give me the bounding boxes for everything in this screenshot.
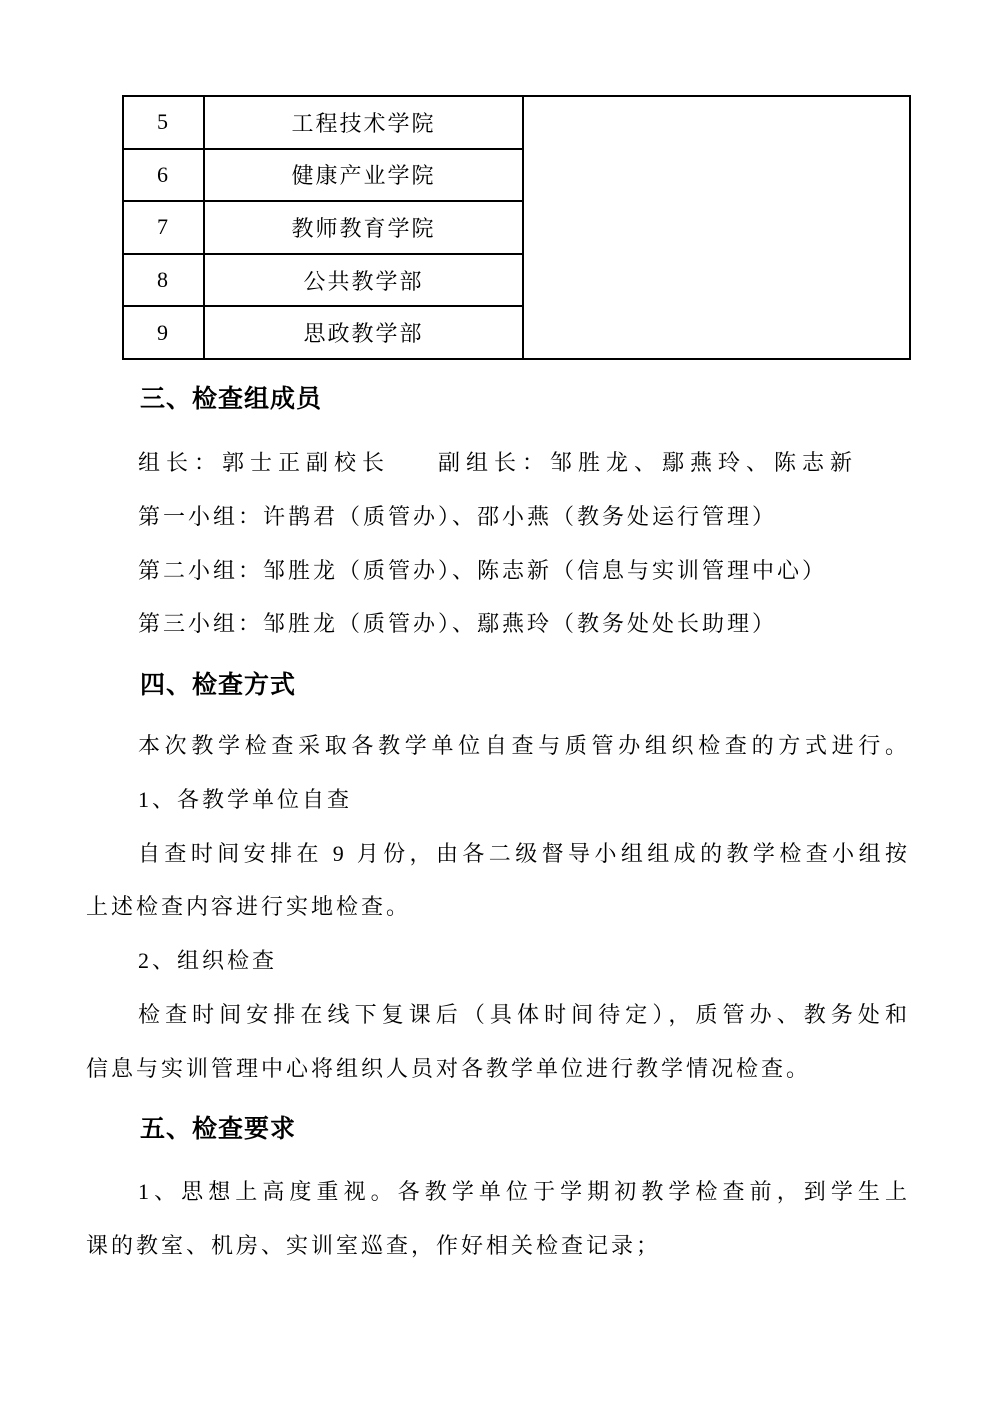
deputy-leader-label: 副组长：邹胜龙、鄢燕玲、陈志新 bbox=[438, 450, 859, 475]
team-leader-line bbox=[86, 436, 910, 490]
inspection-team-members bbox=[86, 436, 910, 651]
section-heading-inspection-requirements: 五、检查要求 bbox=[140, 1115, 297, 1143]
paragraph-line: 信息与实训管理中心将组织人员对各教学单位进行教学情况检查。 bbox=[86, 1055, 812, 1081]
paragraph-line: 课的教室、机房、实训室巡查，作好相关检查记录； bbox=[86, 1232, 662, 1258]
paragraph-line: 本次教学检查采取各教学单位自查与质管办组织检查的方式进行。 bbox=[138, 733, 910, 758]
inspection-requirements-text bbox=[86, 1165, 910, 1273]
team-leader-label: 组长：郭士正副校长 bbox=[138, 450, 391, 475]
group-3-line: 第三小组：邹胜龙（质管办）、鄢燕玲（教务处处长助理） bbox=[138, 611, 778, 637]
row-number-cell: 8 bbox=[123, 254, 204, 307]
merged-empty-cell bbox=[523, 96, 910, 359]
row-number-cell: 9 bbox=[123, 306, 204, 359]
row-number-cell: 7 bbox=[123, 201, 204, 254]
department-name-cell: 工程技术学院 bbox=[204, 96, 523, 149]
inspection-method-text bbox=[86, 719, 910, 1096]
section-heading-inspection-team: 三、检查组成员 bbox=[140, 385, 323, 413]
group-1-line: 第一小组：许鹊君（质管办）、邵小燕（教务处运行管理） bbox=[138, 503, 778, 529]
department-name-cell: 健康产业学院 bbox=[204, 149, 523, 202]
paragraph-line: 1、思想上高度重视。各教学单位于学期初教学检查前，到学生上 bbox=[138, 1179, 910, 1204]
department-name-cell: 公共教学部 bbox=[204, 254, 523, 307]
section-heading-inspection-method: 四、检查方式 bbox=[140, 671, 297, 699]
group-2-line: 第二小组：邹胜龙（质管办）、陈志新（信息与实训管理中心） bbox=[138, 557, 828, 583]
paragraph-line: 上述检查内容进行实地检查。 bbox=[86, 894, 412, 920]
department-table bbox=[122, 95, 911, 360]
row-number-cell: 5 bbox=[123, 96, 204, 149]
department-name-cell: 思政教学部 bbox=[204, 306, 523, 359]
paragraph-line: 自查时间安排在 9 月份，由各二级督导小组组成的教学检查小组按 bbox=[138, 840, 910, 866]
table-row bbox=[123, 96, 910, 149]
paragraph-line: 2、组织检查 bbox=[138, 948, 278, 974]
row-number-cell: 6 bbox=[123, 149, 204, 202]
paragraph-line: 检查时间安排在线下复课后（具体时间待定），质管办、教务处和 bbox=[138, 1001, 910, 1027]
department-name-cell: 教师教育学院 bbox=[204, 201, 523, 254]
paragraph-line: 1、各教学单位自查 bbox=[138, 786, 353, 812]
